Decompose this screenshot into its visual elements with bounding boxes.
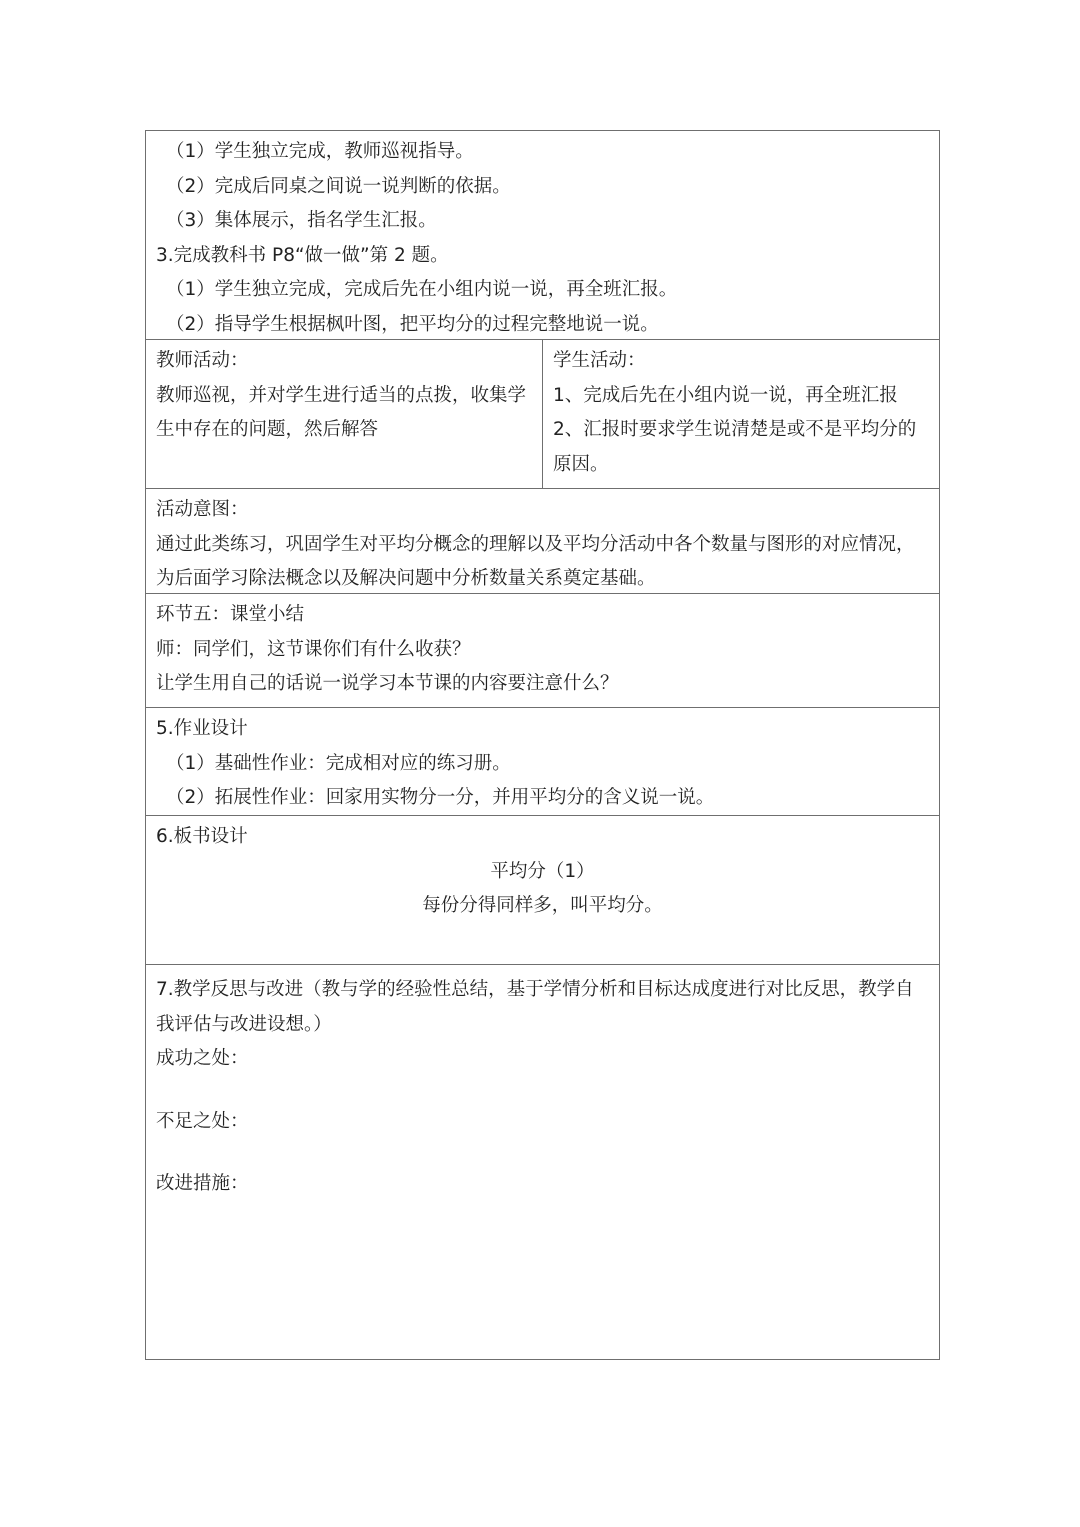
board-section xyxy=(146,816,939,965)
student-activity-item-2: 2、汇报时要求学生说清楚是或不是平均分的原因。 xyxy=(553,419,917,475)
reflection-shortcoming: 不足之处： xyxy=(156,1110,249,1132)
reflection-success: 成功之处： xyxy=(156,1048,249,1069)
summary-section xyxy=(146,594,939,708)
practice-line-5: （1）学生独立完成，完成后先在小组内说一说，再全班汇报。 xyxy=(166,279,678,300)
reflection-spacer-2 xyxy=(156,1139,929,1167)
summary-line-2: 让学生用自己的话说一说学习本节课的内容要注意什么？ xyxy=(156,673,619,694)
homework-line-2: （2）拓展性作业：回家用实物分一分，并用平均分的含义说一说。 xyxy=(166,787,715,808)
lesson-plan-table xyxy=(145,130,940,1360)
activity-row xyxy=(146,340,939,489)
homework-heading: 5.作业设计 xyxy=(156,718,248,739)
reflection-improvement: 改进措施： xyxy=(156,1173,249,1194)
reflection-heading: 7.教学反思与改进（教与学的经验性总结，基于学情分析和目标达成度进行对比反思，教学自我评估与改进设想。） xyxy=(156,979,914,1035)
board-heading: 6.板书设计 xyxy=(156,826,248,847)
summary-heading: 环节五：课堂小结 xyxy=(156,604,305,625)
practice-line-6: （2）指导学生根据枫叶图，把平均分的过程完整地说一说。 xyxy=(166,313,659,335)
student-activity-heading: 学生活动： xyxy=(553,350,646,371)
intent-heading: 活动意图： xyxy=(156,499,249,520)
practice-line-1: （1）学生独立完成，教师巡视指导。 xyxy=(166,141,474,162)
practice-line-3: （3）集体展示，指名学生汇报。 xyxy=(166,210,437,231)
practice-line-4: 3.完成教科书 P8“做一做”第 2 题。 xyxy=(156,244,449,266)
student-activity-item-1: 1、完成后先在小组内说一说，再全班汇报 xyxy=(553,384,898,406)
homework-section xyxy=(146,708,939,816)
intent-section xyxy=(146,489,939,594)
teacher-activity-heading: 教师活动： xyxy=(156,350,249,371)
reflection-spacer-1 xyxy=(156,1077,929,1105)
intent-body: 通过此类练习，巩固学生对平均分概念的理解以及平均分活动中各个数量与图形的对应情况，为后面学习除法概念以及解决问题中分析数量关系奠定基础。 xyxy=(156,533,915,589)
reflection-section xyxy=(146,965,939,1359)
teacher-activity-body: 教师巡视，并对学生进行适当的点拨，收集学生中存在的问题，然后解答 xyxy=(156,384,527,440)
teacher-activity-cell xyxy=(146,340,543,488)
practice-section xyxy=(146,131,939,340)
student-activity-cell xyxy=(543,340,939,488)
practice-line-2: （2）完成后同桌之间说一说判断的依据。 xyxy=(166,175,511,197)
homework-line-1: （1）基础性作业：完成相对应的练习册。 xyxy=(166,752,511,774)
board-content: 每份分得同样多，叫平均分。 xyxy=(422,895,663,916)
board-title: 平均分（1） xyxy=(490,860,595,882)
summary-line-1: 师：同学们，这节课你们有什么收获？ xyxy=(156,638,471,660)
